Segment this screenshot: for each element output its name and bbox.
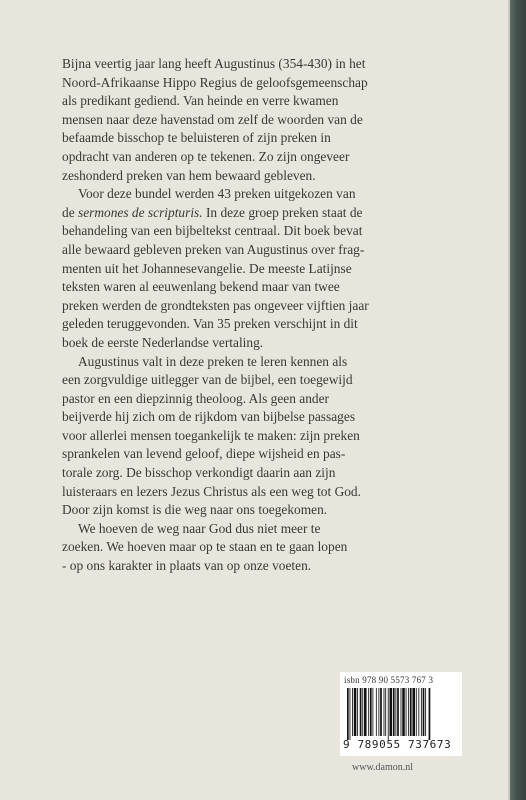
barcode-bar	[364, 688, 367, 736]
barcode-bar	[421, 688, 422, 736]
barcode-bar	[416, 688, 417, 736]
paragraph-3	[62, 353, 454, 520]
text-line: luisteraars en lezers Jezus Christus als een weg tot God.	[62, 483, 361, 499]
isbn-label: isbn 978 90 5573 767 3	[344, 675, 434, 685]
text-line: geleden teruggevonden. Van 35 preken verschijnt in dit	[62, 316, 358, 332]
text-line: boek de eerste Nederlandse vertaling.	[62, 334, 264, 350]
barcode-bar	[378, 688, 379, 736]
text-line: Augustinus valt in deze preken te leren kennen als	[78, 353, 348, 369]
barcode-bar	[401, 688, 402, 736]
barcode-bar	[390, 688, 393, 736]
text-line: zeshonderd preken van hem bewaard gebleven.	[62, 167, 316, 183]
barcode-bar	[370, 688, 372, 736]
barcode-bar	[357, 688, 358, 736]
text-line: Bijna veertig jaar lang heeft Augustinus (354-430) in het	[62, 56, 366, 71]
book-spine	[510, 0, 526, 800]
text-line: befaamde bisschop te beluisteren of zijn preken in	[62, 130, 331, 146]
text-line: behandeling van een bijbeltekst centraal. Dit boek bevat	[62, 223, 363, 239]
barcode-bar	[397, 688, 399, 736]
barcode-bar	[388, 688, 389, 740]
barcode-bar	[380, 688, 382, 736]
text-line: teksten waren al eeuwenlang bekend maar van twee	[62, 279, 340, 295]
text-line: menten uit het Johannesevangelie. De meeste Latijnse	[62, 260, 352, 276]
barcode-bar	[406, 688, 407, 736]
text-line: pastor en een diepzinnig theoloog. Als geen ander	[62, 390, 329, 406]
barcode-bar	[429, 688, 431, 740]
barcode-bar	[402, 688, 405, 736]
barcode-bar	[410, 688, 412, 736]
barcode-icon	[346, 688, 456, 740]
text-line: als predikant gediend. Van heinde en verre kwamen	[62, 93, 339, 109]
barcode-bar	[360, 688, 362, 736]
text-line: voor allerlei mensen toegankelijk te maken: zijn preken	[62, 427, 360, 443]
barcode-bar	[352, 688, 353, 736]
text-line: mensen naar deze havenstad om zelf de woorden van de	[62, 111, 363, 127]
barcode-bar	[384, 688, 385, 736]
publisher-website: www.damon.nl	[352, 762, 414, 773]
text-line: een zorgvuldige uitlegger van de bijbel, een toegewijd	[62, 372, 353, 388]
barcode-bar	[418, 688, 419, 736]
text-line: We hoeven de weg naar God dus niet meer te	[78, 520, 321, 536]
text-line: preken werden de grondteksten pas ongeveer vijftien jaar	[62, 297, 369, 313]
blurb-text	[62, 55, 454, 576]
text-line: opdracht van anderen op te tekenen. Zo zijn ongeveer	[62, 148, 350, 164]
italic-title: sermones de scripturis.	[78, 204, 203, 220]
text-line: Voor deze bundel werden 43 preken uitgekozen van	[78, 186, 356, 202]
barcode-bar	[385, 688, 386, 736]
barcode-bar	[368, 688, 369, 736]
barcode-bar	[373, 688, 374, 736]
text-line: alle bewaard gebleven preken van Augustinus over frag-	[62, 241, 365, 257]
barcode-bar	[395, 688, 396, 736]
barcode-bar	[354, 688, 357, 736]
barcode-bar	[423, 688, 425, 736]
barcode-digits: 9 789055 737673	[343, 738, 452, 751]
paragraph-2	[62, 185, 454, 352]
barcode-bar	[350, 688, 351, 740]
barcode-bar	[376, 688, 377, 736]
paragraph-1	[62, 55, 454, 185]
barcode-bar	[362, 688, 363, 736]
isbn-barcode-box	[340, 672, 462, 756]
text-line: beijverde hij zich om de rijkdom van bijbelse passages	[62, 409, 356, 425]
paragraph-4	[62, 520, 454, 576]
barcode-bar	[425, 688, 426, 736]
text-fragment: de	[62, 204, 78, 220]
text-line: zoeken. We hoeven maar op te staan en te gaan lopen	[62, 539, 348, 555]
barcode-bar	[408, 688, 409, 736]
text-line: sprankelen van levend geloof, diepe wijsheid en pas-	[62, 446, 346, 462]
text-line: Door zijn komst is die weg naar ons toegekomen.	[62, 502, 328, 518]
text-line: - op ons karakter in plaats van op onze voeten.	[62, 558, 312, 574]
text-line: torale zorg. De bisschop verkondigt daarin aan zijn	[62, 465, 336, 481]
barcode-bar	[393, 688, 395, 736]
barcode-bar	[347, 688, 349, 740]
text-line: Noord-Afrikaanse Hippo Regius de geloofsgemeenschap	[62, 74, 368, 90]
text-line-mixed	[62, 204, 454, 223]
barcode-bar	[412, 688, 415, 736]
text-fragment: In deze groep preken staat de	[202, 204, 363, 220]
